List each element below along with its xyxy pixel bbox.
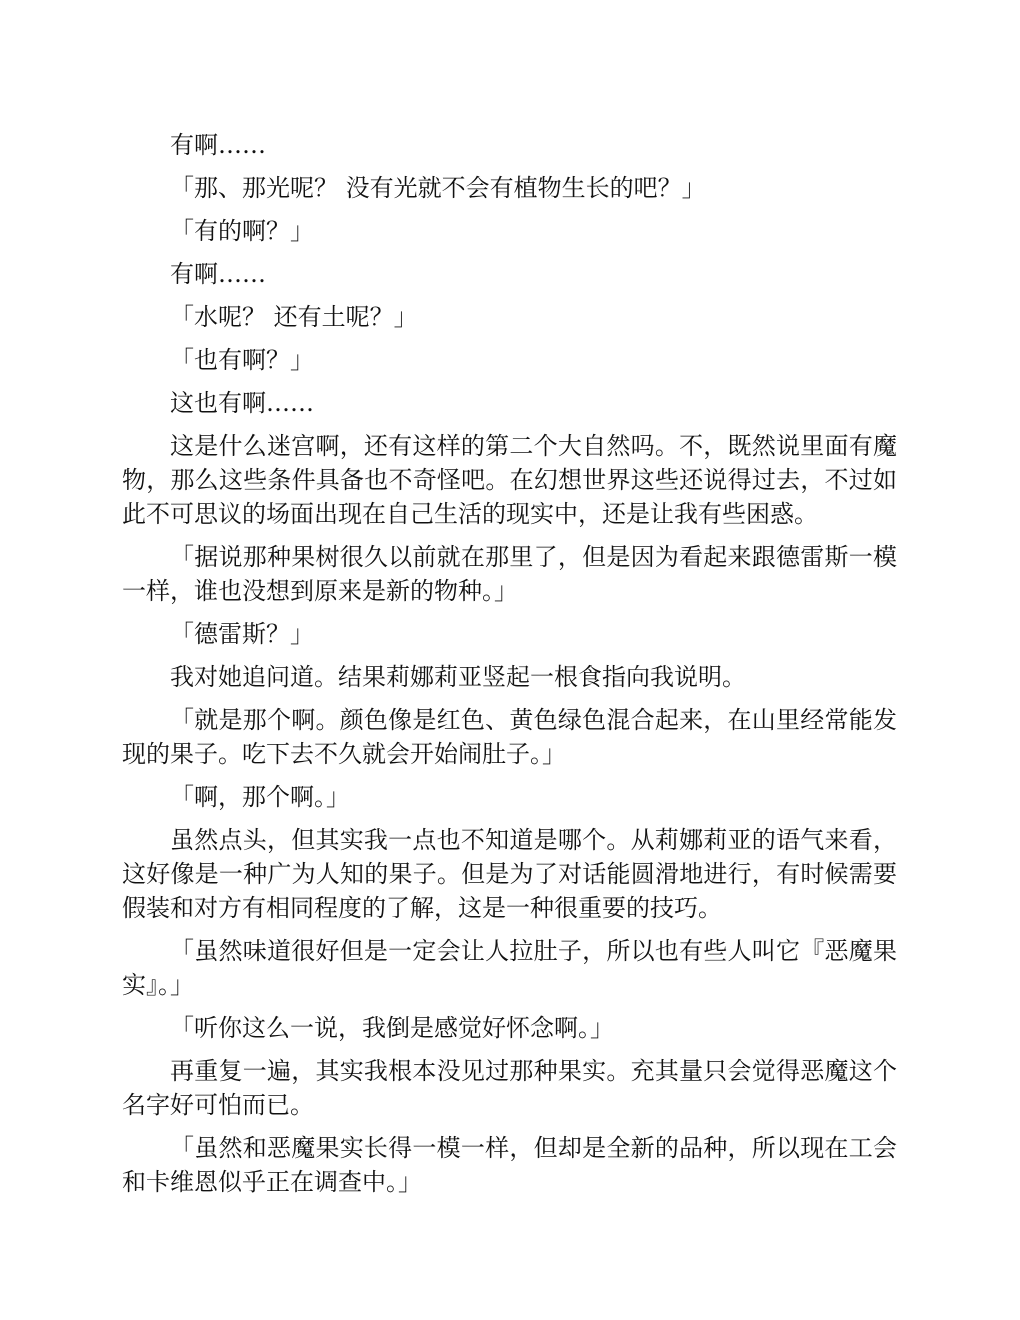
- paragraph: 「也有啊？」: [170, 346, 314, 374]
- paragraph: 有啊……: [170, 260, 266, 288]
- paragraph: 「有的啊？」: [170, 217, 314, 245]
- paragraph: 虽然点头，但其实我一点也不知道是哪个。从莉娜莉亚的语气来看，这好像是一种广为人知的果子。但是为了对话能圆滑地进行，有时候需要假装和对方有相同程度的了解，这是一种很重要的技巧。: [122, 826, 897, 922]
- paragraph: 「虽然和恶魔果实长得一模一样，但却是全新的品种，所以现在工会和卡维恩似乎正在调查中。」: [122, 1134, 897, 1196]
- paragraph: 「德雷斯？」: [170, 620, 314, 648]
- paragraph: 「听你这么一说，我倒是感觉好怀念啊。」: [170, 1014, 614, 1042]
- paragraph: 有啊……: [170, 131, 266, 159]
- paragraph: 这是什么迷宫啊，还有这样的第二个大自然吗。不，既然说里面有魔物，那么这些条件具备也不奇怪吧。在幻想世界这些还说得过去，不过如此不可思议的场面出现在自己生活的现实中，还是让我有些困惑。: [122, 432, 897, 528]
- paragraph: 「据说那种果树很久以前就在那里了，但是因为看起来跟德雷斯一模一样，谁也没想到原来是新的物种。」: [122, 543, 897, 605]
- paragraph: 这也有啊……: [170, 389, 314, 417]
- paragraph: 「就是那个啊。颜色像是红色、黄色绿色混合起来，在山里经常能发现的果子。吃下去不久就会开始闹肚子。」: [122, 706, 897, 768]
- paragraph: 「虽然味道很好但是一定会让人拉肚子，所以也有些人叫它『恶魔果实』。」: [122, 937, 897, 999]
- paragraph: 「水呢？ 还有土呢？」: [170, 303, 418, 331]
- paragraph: 「啊，那个啊。」: [170, 783, 350, 811]
- paragraph: 「那、那光呢？ 没有光就不会有植物生长的吧？」: [170, 174, 706, 202]
- body-text: [122, 128, 897, 1208]
- paragraph: 再重复一遍，其实我根本没见过那种果实。充其量只会觉得恶魔这个名字好可怕而已。: [122, 1057, 897, 1119]
- paragraph: 我对她追问道。结果莉娜莉亚竖起一根食指向我说明。: [170, 663, 746, 691]
